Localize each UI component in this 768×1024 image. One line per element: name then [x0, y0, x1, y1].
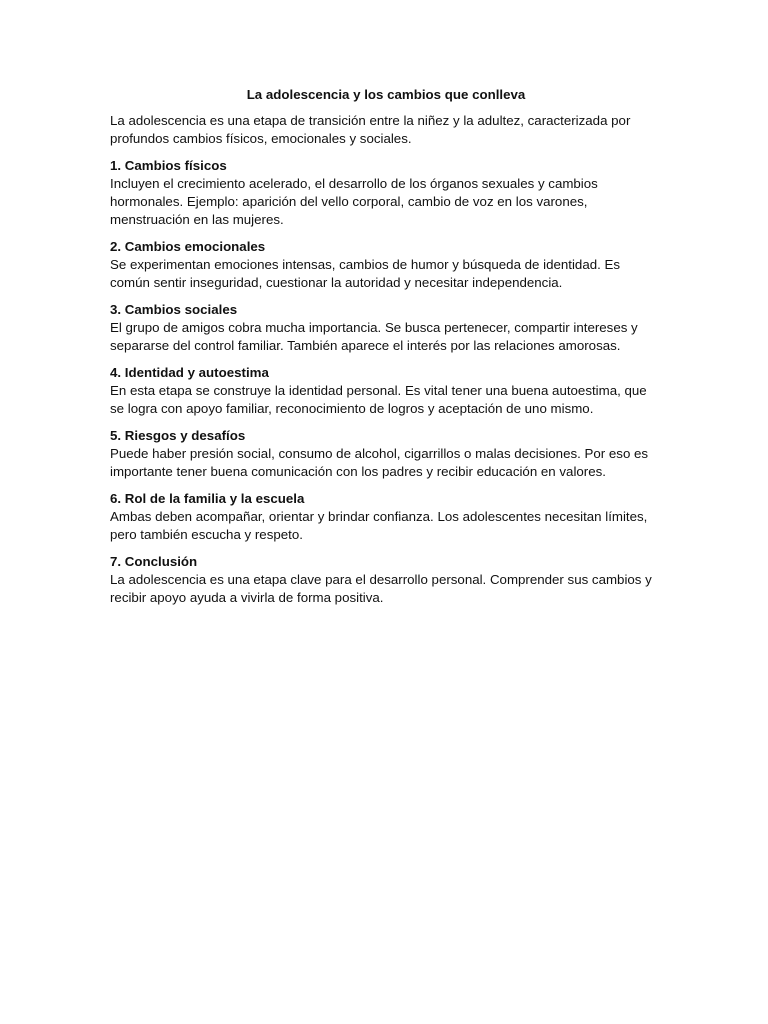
section-body: Ambas deben acompañar, orientar y brindar confianza. Los adolescentes necesitan límites, pero también escucha y respeto.	[110, 509, 648, 542]
section-heading: 5. Riesgos y desafíos	[110, 428, 246, 443]
section-heading: 6. Rol de la familia y la escuela	[110, 491, 305, 506]
section-heading: 4. Identidad y autoestima	[110, 365, 269, 380]
document-title: La adolescencia y los cambios que conlleva	[246, 87, 526, 102]
section-heading: 3. Cambios sociales	[110, 302, 238, 317]
section-body: Se experimentan emociones intensas, cambios de humor y búsqueda de identidad. Es común sentir inseguridad, cuestionar la autoridad y necesitar independencia.	[110, 257, 621, 290]
section-body: Incluyen el crecimiento acelerado, el desarrollo de los órganos sexuales y cambios hormonales. Ejemplo: aparición del vello corporal, cambio de voz en los varones, menstruación en las mujeres.	[110, 176, 598, 227]
section-riesgos-desafios	[110, 427, 662, 481]
section-body: Puede haber presión social, consumo de alcohol, cigarrillos o malas decisiones. Por eso es importante tener buena comunicación con los padres y recibir educación en valores.	[110, 446, 649, 479]
section-heading: 2. Cambios emocionales	[110, 239, 266, 254]
section-identidad-autoestima	[110, 364, 662, 418]
section-body: El grupo de amigos cobra mucha importancia. Se busca pertenecer, compartir intereses y separarse del control familiar. También aparece el interés por las relaciones amorosas.	[110, 320, 638, 353]
section-cambios-fisicos	[110, 157, 662, 229]
section-heading: 1. Cambios físicos	[110, 158, 227, 173]
intro-paragraph: La adolescencia es una etapa de transición entre la niñez y la adultez, caracterizada por profundos cambios físicos, emocionales y sociales.	[110, 113, 631, 146]
section-cambios-sociales	[110, 301, 662, 355]
section-body: La adolescencia es una etapa clave para el desarrollo personal. Comprender sus cambios y recibir apoyo ayuda a vivirla de forma positiva.	[110, 572, 652, 605]
section-body: En esta etapa se construye la identidad personal. Es vital tener una buena autoestima, que se logra con apoyo familiar, reconocimiento de logros y aceptación de uno mismo.	[110, 383, 647, 416]
section-heading: 7. Conclusión	[110, 554, 198, 569]
section-conclusion	[110, 553, 662, 607]
section-cambios-emocionales	[110, 238, 662, 292]
section-rol-familia-escuela	[110, 490, 662, 544]
document-content	[110, 86, 662, 616]
